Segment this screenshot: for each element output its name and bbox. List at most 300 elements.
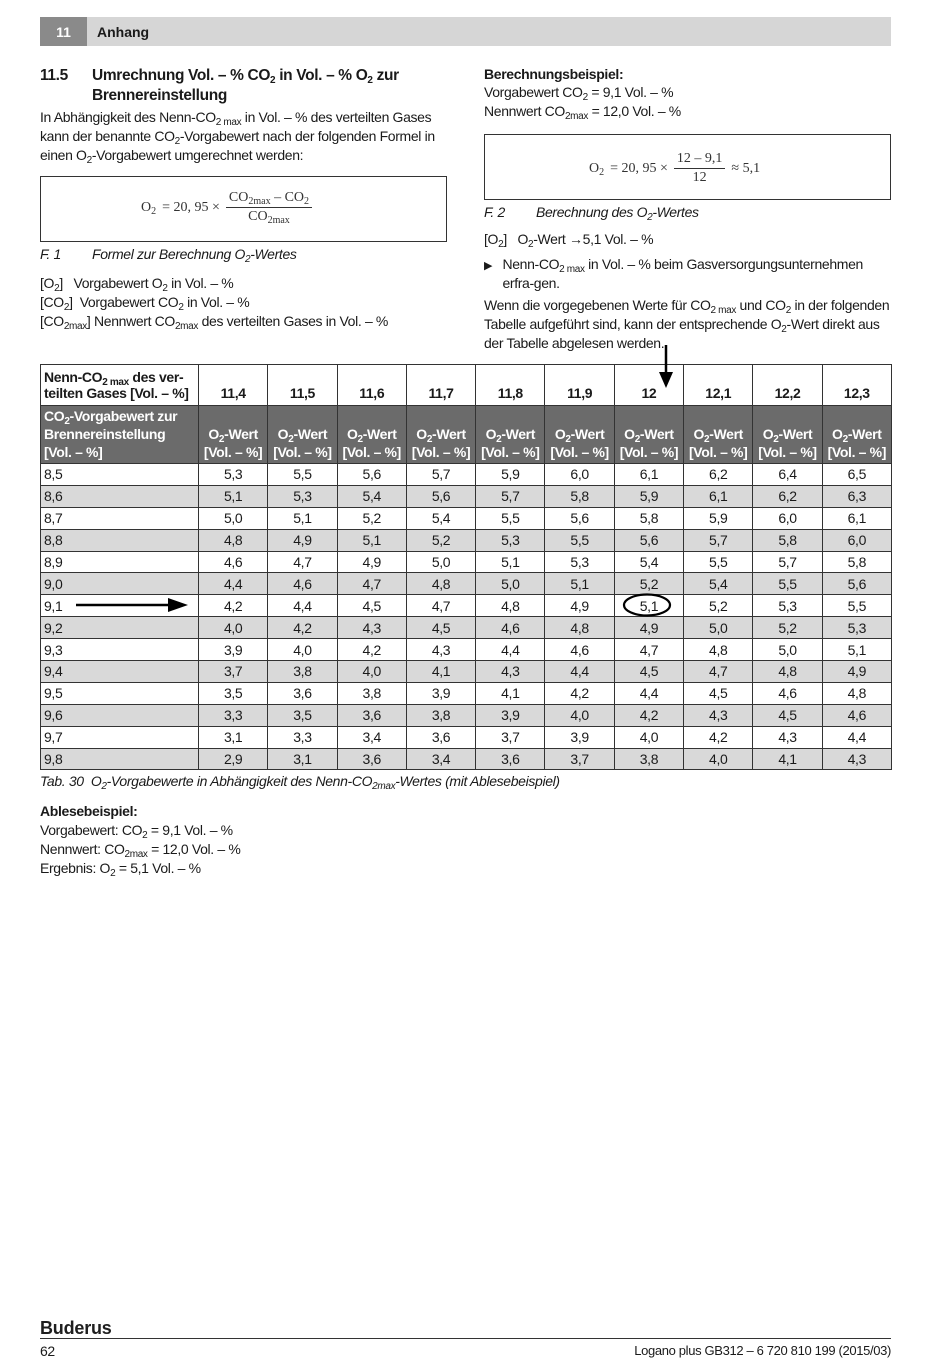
text: O <box>141 199 152 215</box>
o2-value-cell: 5,9 <box>614 485 683 507</box>
o2-value-cell: 4,7 <box>614 639 683 661</box>
column-header-nenn-co2: 11,8 <box>476 365 545 406</box>
o2-value-cell: 4,3 <box>753 726 822 748</box>
text: [Vol. – %] <box>827 444 887 460</box>
text: [Vol. – %] <box>273 444 332 460</box>
text: -Wert <box>293 426 328 442</box>
text: -Vorgabewerte in Abhängigkeit des Nenn-CO <box>106 773 373 789</box>
subscript: 2 <box>63 302 70 313</box>
numerator <box>226 190 312 208</box>
o2-value-cell: 4,9 <box>614 617 683 639</box>
o2-value-cell: 4,9 <box>337 551 406 573</box>
column-header-nenn-co2: 12,1 <box>684 365 753 406</box>
o2-value-cell: 5,0 <box>684 617 753 639</box>
column-unit-header <box>822 406 891 464</box>
subscript: 2 <box>582 92 588 103</box>
section-title-part: Umrechnung Vol. – % CO <box>92 67 271 84</box>
text: Ergebnis: O <box>40 860 111 876</box>
column-unit-header <box>268 406 337 464</box>
o2-value-cell: 4,2 <box>545 682 614 704</box>
o2-value-cell: 5,5 <box>268 464 337 486</box>
text: -Wert <box>224 426 258 442</box>
o2-value-cell: 4,4 <box>822 726 891 748</box>
o2-value-cell: 4,9 <box>545 595 614 617</box>
formula-result: ≈ 5,1 <box>731 160 761 176</box>
text: -Wert <box>639 426 674 442</box>
caption-text <box>536 204 699 223</box>
o2-value-cell: 5,4 <box>337 485 406 507</box>
text: = 9,1 Vol. – % <box>587 84 674 100</box>
text: ] <box>59 275 63 291</box>
o2-value-table <box>40 364 892 770</box>
o2-value-cell: 4,8 <box>822 682 891 704</box>
text: O <box>554 426 566 442</box>
table-note <box>484 296 891 353</box>
table-row <box>41 595 892 617</box>
text: O <box>517 231 529 247</box>
row-co2-value: 8,8 <box>41 529 199 551</box>
o2-value-cell: 6,3 <box>822 485 891 507</box>
formula-2 <box>589 151 760 186</box>
row-co2-value: 9,1 <box>41 595 199 617</box>
subscript: 2 <box>842 434 848 445</box>
figure-1-caption <box>40 246 297 265</box>
o2-value-cell: 3,6 <box>337 704 406 726</box>
text: teilten Gases [Vol. – %] <box>44 385 189 401</box>
row-co2-value: 9,3 <box>41 639 199 661</box>
column-header-nenn-co2: 11,5 <box>268 365 337 406</box>
formula-2-legend <box>484 231 654 250</box>
o2-value-cell: 5,0 <box>753 639 822 661</box>
o2-value-cell: 4,8 <box>476 595 545 617</box>
text: in der folgenden Tabelle aufgeführt sind, kann der entsprechende O <box>484 297 890 332</box>
column-unit-header <box>684 406 753 464</box>
text: Nenn-CO <box>44 369 103 385</box>
o2-value-cell: 4,9 <box>268 529 337 551</box>
o2-value-cell: 6,4 <box>753 464 822 486</box>
o2-value-cell: 6,0 <box>545 464 614 486</box>
text: in Vol. – % des verteilten Gases kann der benannte CO <box>40 109 432 144</box>
table-row <box>41 682 892 704</box>
row-co2-value: 9,8 <box>41 748 199 770</box>
text: O <box>589 160 600 176</box>
text: O <box>277 426 289 442</box>
o2-value-cell: 4,2 <box>614 704 683 726</box>
subscript: 2 <box>773 434 779 445</box>
o2-value-cell: 3,9 <box>199 639 268 661</box>
o2-value-cell: 4,0 <box>614 726 683 748</box>
o2-value-cell: 5,6 <box>822 573 891 595</box>
text: 5,1 Vol. – % <box>582 231 654 247</box>
subscript: 2 max <box>559 264 585 275</box>
o2-value-cell: 6,1 <box>822 507 891 529</box>
text: [O <box>484 231 499 247</box>
text: [Vol. – %] <box>758 444 817 460</box>
subscript: 2 <box>245 254 251 265</box>
text: [Vol. – %] <box>411 444 471 460</box>
bullet-text <box>502 255 891 293</box>
row-co2-value: 8,6 <box>41 485 199 507</box>
text: -Wert <box>432 426 466 442</box>
o2-value-cell: 4,6 <box>476 617 545 639</box>
o2-value-cell: 5,7 <box>753 551 822 573</box>
o2-value-cell: 4,2 <box>268 617 337 639</box>
caption-label: F. 1 <box>40 246 61 262</box>
table-subheader-row <box>41 406 892 464</box>
subscript: 2 <box>218 434 225 445</box>
reading-example-line <box>40 840 240 859</box>
row-co2-value: 9,6 <box>41 704 199 726</box>
o2-value-cell: 4,4 <box>199 573 268 595</box>
buderus-logo: Buderus <box>40 1318 112 1338</box>
column-header-nenn-co2: 12 <box>614 365 683 406</box>
subscript: 2 <box>528 239 534 250</box>
o2-value-cell: 5,4 <box>406 507 475 529</box>
text: des ver- <box>128 369 184 385</box>
text: In Abhängigkeit des Nenn-CO <box>40 109 216 125</box>
subscript: 2max <box>63 321 87 332</box>
subscript: 2 max <box>710 305 736 316</box>
o2-value-cell: 4,1 <box>476 682 545 704</box>
o2-value-cell: 3,7 <box>476 726 545 748</box>
o2-value-cell: 3,8 <box>614 748 683 770</box>
o2-value-cell: 3,7 <box>199 661 268 683</box>
subscript: 2 <box>288 434 294 445</box>
o2-value-cell: 3,5 <box>199 682 268 704</box>
subscript: 2max <box>124 849 148 860</box>
text: Nenn-CO <box>502 256 560 272</box>
row-co2-value: 9,4 <box>41 661 199 683</box>
o2-value-cell: 3,8 <box>406 704 475 726</box>
subscript: 2max <box>564 111 589 122</box>
text: -Wert <box>847 426 882 442</box>
subscript: 2 <box>367 75 373 86</box>
o2-value-cell: 5,1 <box>545 573 614 595</box>
o2-value-cell: 4,4 <box>476 639 545 661</box>
text: [Vol. – %] <box>203 444 263 460</box>
text: [CO <box>40 313 64 329</box>
text: O <box>416 426 427 442</box>
text: CO <box>248 209 268 224</box>
row-co2-value: 9,7 <box>41 726 199 748</box>
text: -Wertes (mit Ablesebeispiel) <box>395 773 560 789</box>
column-unit-header <box>614 406 683 464</box>
o2-value-cell: 5,3 <box>822 617 891 639</box>
o2-value-cell: 4,3 <box>337 617 406 639</box>
text: O <box>762 426 774 442</box>
text: [Vol. – %] <box>342 444 401 460</box>
subscript: 2 <box>64 416 70 427</box>
o2-value-cell: 5,8 <box>545 485 614 507</box>
o2-value-cell: 5,6 <box>545 507 614 529</box>
subscript: 2max <box>248 196 271 207</box>
subscript: 2 <box>496 434 502 445</box>
section-title-part: zur <box>372 67 399 84</box>
table-caption <box>40 773 560 792</box>
text: -Vorgabewert umgerechnet werden: <box>91 147 304 163</box>
row-co2-value: 9,5 <box>41 682 199 704</box>
calc-example-line <box>484 103 681 122</box>
o2-value-cell: 4,9 <box>822 661 891 683</box>
subscript: 2 max <box>215 117 242 128</box>
table-row <box>41 661 892 683</box>
text: Berechnung des O <box>536 204 648 220</box>
o2-value-cell: 4,2 <box>684 726 753 748</box>
o2-value-cell: 5,2 <box>614 573 683 595</box>
text: -Wert <box>709 426 743 442</box>
text: -Wert <box>778 426 813 442</box>
o2-value-cell: 4,8 <box>753 661 822 683</box>
o2-value-cell: 5,4 <box>684 573 753 595</box>
subscript: 2 <box>634 434 640 445</box>
o2-value-cell: 3,9 <box>476 704 545 726</box>
o2-value-cell: 4,3 <box>406 639 475 661</box>
text: O <box>624 426 635 442</box>
subscript: 2 <box>357 434 363 445</box>
o2-value-cell: 3,6 <box>268 682 337 704</box>
text: O <box>832 426 843 442</box>
text: Nennwert: CO <box>40 841 125 857</box>
text: = 5,1 Vol. – % <box>115 860 201 876</box>
o2-value-cell: 5,0 <box>199 507 268 529</box>
text: Nennwert CO <box>94 313 175 329</box>
row-co2-value: 8,5 <box>41 464 199 486</box>
row-co2-value: 8,9 <box>41 551 199 573</box>
o2-value-cell: 5,1 <box>614 595 683 617</box>
caption-label: Tab. 30 <box>40 773 84 789</box>
subscript: 2 <box>498 239 504 250</box>
calc-example-heading: Berechnungsbeispiel: <box>484 66 624 82</box>
o2-value-cell: 5,6 <box>337 464 406 486</box>
o2-value-cell: 4,0 <box>545 704 614 726</box>
subscript: 2 <box>110 868 116 879</box>
o2-value-cell: 5,5 <box>545 529 614 551</box>
text: in Vol. – % beim Gasversorgungsunternehmen erfra-gen. <box>502 256 863 291</box>
formula-1-legend <box>40 274 388 331</box>
text: -Wertes <box>250 246 297 262</box>
subscript: 2 <box>785 305 791 316</box>
reading-example-line <box>40 859 240 878</box>
caption-label: F. 2 <box>484 204 505 220</box>
o2-value-cell: 6,1 <box>614 464 683 486</box>
o2-value-cell: 5,5 <box>684 551 753 573</box>
o2-value-cell: 4,6 <box>545 639 614 661</box>
o2-value-cell: 4,6 <box>753 682 822 704</box>
o2-value-cell: 4,8 <box>199 529 268 551</box>
subscript: 2max <box>174 321 199 332</box>
o2-value-cell: 4,7 <box>337 573 406 595</box>
o2-value-cell: 4,3 <box>822 748 891 770</box>
text: – CO <box>270 190 305 205</box>
text: Wenn die vorgegebenen Werte für CO <box>484 297 711 313</box>
o2-value-cell: 5,2 <box>337 507 406 529</box>
o2-value-cell: 5,5 <box>753 573 822 595</box>
o2-value-cell: 5,7 <box>476 485 545 507</box>
subscript: 2max <box>372 781 396 792</box>
text: = 9,1 Vol. – % <box>147 822 233 838</box>
table-row <box>41 639 892 661</box>
o2-value-cell: 6,2 <box>753 485 822 507</box>
text: -Vorgabewert nach der folgenden Formel in einen O <box>40 128 435 163</box>
text: O <box>208 426 219 442</box>
text: -Wert <box>501 426 536 442</box>
text: Vorgabewert O <box>73 275 163 291</box>
text: -Wert <box>362 426 397 442</box>
reading-example-line <box>40 821 240 840</box>
section-title-line2: Brennereinstellung <box>92 87 227 104</box>
subscript: 2 <box>647 212 653 223</box>
o2-value-cell: 3,6 <box>337 748 406 770</box>
o2-value-cell: 6,2 <box>684 464 753 486</box>
o2-value-cell: 4,0 <box>199 617 268 639</box>
text: Vorgabewert CO <box>79 294 179 310</box>
o2-value-cell: 4,7 <box>268 551 337 573</box>
o2-value-cell: 3,4 <box>406 748 475 770</box>
o2-value-cell: 3,6 <box>406 726 475 748</box>
subscript: 2 max <box>102 377 129 388</box>
text: = 12,0 Vol. – % <box>147 841 241 857</box>
o2-value-cell: 6,5 <box>822 464 891 486</box>
text: [Vol. – %] <box>481 444 540 460</box>
text: [Vol. – %] <box>550 444 609 460</box>
formula-1 <box>141 190 312 225</box>
text: Brennereinstellung <box>44 426 166 442</box>
subscript: 2 <box>86 155 92 166</box>
subscript: 2 <box>142 830 148 841</box>
o2-value-cell: 4,7 <box>684 661 753 683</box>
o2-value-cell: 5,1 <box>337 529 406 551</box>
document-id: Logano plus GB312 – 6 720 810 199 (2015/03) <box>634 1343 891 1358</box>
o2-value-cell: 4,4 <box>545 661 614 683</box>
table-row <box>41 485 892 507</box>
o2-value-cell: 4,5 <box>337 595 406 617</box>
o2-value-cell: 5,5 <box>822 595 891 617</box>
table-row <box>41 726 892 748</box>
legend-item <box>40 312 388 331</box>
formula-fraction <box>226 190 312 225</box>
o2-value-cell: 5,8 <box>822 551 891 573</box>
text: O <box>90 773 102 789</box>
o2-value-cell: 5,1 <box>268 507 337 529</box>
table-body <box>41 464 892 770</box>
column-header-nenn-co2: 12,3 <box>822 365 891 406</box>
column-unit-header <box>199 406 268 464</box>
corner-header-bottom <box>41 406 199 464</box>
o2-value-cell: 4,2 <box>337 639 406 661</box>
o2-value-cell: 6,0 <box>822 529 891 551</box>
subscript: 2 <box>178 302 184 313</box>
o2-value-cell: 5,5 <box>476 507 545 529</box>
text: -Wert <box>533 231 570 247</box>
o2-value-cell: 4,3 <box>684 704 753 726</box>
o2-value-cell: 3,8 <box>337 682 406 704</box>
text: Vorgabewert CO <box>484 84 583 100</box>
o2-value-cell: 5,0 <box>476 573 545 595</box>
chapter-number: 11 <box>40 17 87 46</box>
page-number: 62 <box>40 1343 55 1359</box>
column-header-nenn-co2: 11,7 <box>406 365 475 406</box>
o2-value-cell: 4,8 <box>406 573 475 595</box>
text: -Wert direkt aus der Tabelle abgelesen werden. <box>484 316 880 351</box>
subscript: 2 <box>101 781 107 792</box>
o2-value-cell: 3,9 <box>406 682 475 704</box>
text: CO <box>44 408 65 424</box>
formula-equals: = 20, 95 × <box>610 160 668 176</box>
chapter-header <box>40 17 891 46</box>
column-header-nenn-co2: 12,2 <box>753 365 822 406</box>
corner-header-top <box>41 365 199 406</box>
o2-value-cell: 4,8 <box>684 639 753 661</box>
o2-value-cell: 3,1 <box>199 726 268 748</box>
table-row <box>41 748 892 770</box>
o2-value-cell: 4,7 <box>406 595 475 617</box>
subscript: 2 <box>599 166 605 178</box>
o2-value-cell: 5,1 <box>822 639 891 661</box>
column-unit-header <box>753 406 822 464</box>
formula-lhs <box>589 161 604 177</box>
section-title <box>40 66 440 106</box>
legend-item <box>40 293 388 312</box>
o2-value-cell: 5,3 <box>199 464 268 486</box>
o2-value-cell: 5,3 <box>476 529 545 551</box>
o2-value-cell: 4,4 <box>268 595 337 617</box>
row-co2-value: 8,7 <box>41 507 199 529</box>
formula-1-box <box>40 176 447 242</box>
o2-value-cell: 5,3 <box>753 595 822 617</box>
column-header-nenn-co2: 11,9 <box>545 365 614 406</box>
subscript: 2max <box>267 215 290 226</box>
text: [Vol. – %] <box>688 444 748 460</box>
figure-2-caption <box>484 204 699 223</box>
subscript: 2 <box>162 283 168 294</box>
caption-text <box>92 246 297 265</box>
text: [Vol. – %] <box>44 444 103 460</box>
table-row <box>41 529 892 551</box>
row-co2-value: 9,2 <box>41 617 199 639</box>
column-unit-header <box>406 406 475 464</box>
subscript: 2 <box>781 324 787 335</box>
o2-value-cell: 4,0 <box>337 661 406 683</box>
o2-value-cell: 4,6 <box>199 551 268 573</box>
reading-example-heading: Ablesebeispiel: <box>40 803 138 819</box>
o2-value-cell: 4,5 <box>406 617 475 639</box>
o2-value-cell: 4,6 <box>822 704 891 726</box>
o2-value-cell: 3,5 <box>268 704 337 726</box>
o2-value-cell: 4,8 <box>545 617 614 639</box>
o2-value-cell: 5,7 <box>684 529 753 551</box>
formula-equals: = 20, 95 × <box>162 199 220 215</box>
subscript: 2 <box>151 205 157 217</box>
text: des verteilten Gases in Vol. – % <box>198 313 389 329</box>
column-header-nenn-co2: 11,4 <box>199 365 268 406</box>
o2-value-cell: 4,0 <box>684 748 753 770</box>
subscript: 2 <box>54 283 60 294</box>
table-row <box>41 464 892 486</box>
subscript: 2 <box>426 434 433 445</box>
o2-value-cell: 5,8 <box>753 529 822 551</box>
o2-value-cell: 5,4 <box>614 551 683 573</box>
subscript: 2 <box>304 196 310 207</box>
o2-value-cell: 3,7 <box>545 748 614 770</box>
text: ] <box>69 294 73 310</box>
table-row <box>41 573 892 595</box>
bullet-triangle-icon: ▶ <box>484 260 493 272</box>
formula-lhs <box>141 200 156 216</box>
o2-value-cell: 5,3 <box>268 485 337 507</box>
o2-value-cell: 6,1 <box>684 485 753 507</box>
o2-value-cell: 3,1 <box>268 748 337 770</box>
table-row <box>41 704 892 726</box>
